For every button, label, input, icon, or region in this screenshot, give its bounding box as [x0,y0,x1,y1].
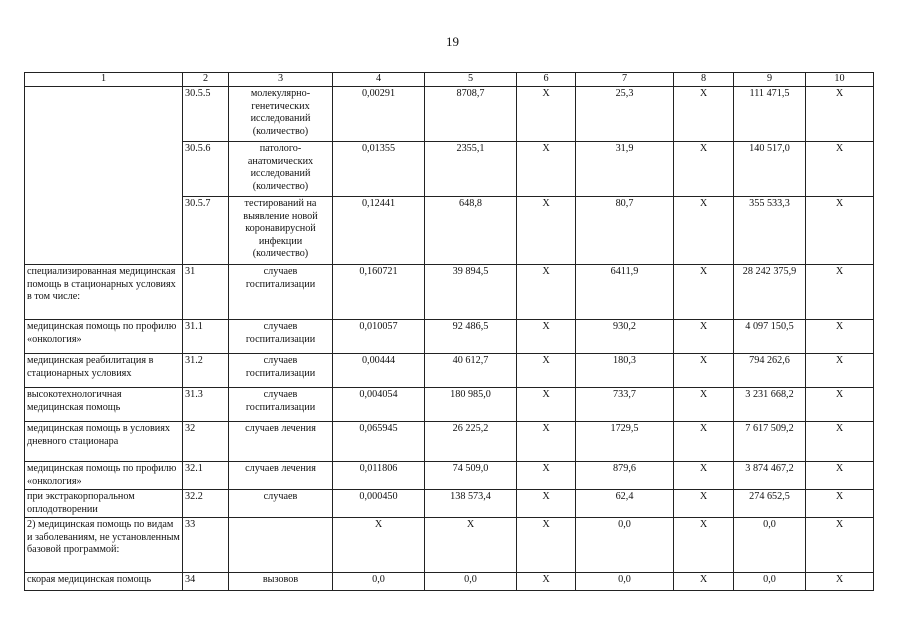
table-cell-col-4: 0,00291 [333,87,425,142]
column-header: 10 [806,73,874,87]
table-cell-col-5: 26 225,2 [425,422,517,462]
table-cell-col-2: 30.5.7 [183,197,229,265]
table-cell-col-3: случаев [229,490,333,518]
table-row [25,518,874,573]
table-cell-col-7: 930,2 [576,320,674,354]
table-cell-col-2: 32 [183,422,229,462]
table-cell-col-10: Х [806,197,874,265]
table-cell-col-1 [25,87,183,265]
table-cell-col-1: медицинская помощь по профилю «онкология» [25,320,183,354]
column-header: 8 [674,73,734,87]
table-cell-col-2: 31.2 [183,354,229,388]
table-cell-col-7: 879,6 [576,462,674,490]
table-cell-col-4: 0,010057 [333,320,425,354]
table-cell-col-10: Х [806,142,874,197]
table-cell-col-2: 34 [183,573,229,591]
table-cell-col-2: 32.1 [183,462,229,490]
table-cell-col-10: Х [806,518,874,573]
table-cell-col-6: Х [517,87,576,142]
table-cell-col-5: Х [425,518,517,573]
table-cell-col-7: 180,3 [576,354,674,388]
table-cell-col-3: тестирований на выявление новой коронавирусной инфекции (количество) [229,197,333,265]
table-cell-col-7: 25,3 [576,87,674,142]
table-cell-col-10: Х [806,265,874,320]
column-header: 7 [576,73,674,87]
table-cell-col-8: Х [674,142,734,197]
table-cell-col-6: Х [517,354,576,388]
column-header: 5 [425,73,517,87]
table-cell-col-3: случаев лечения [229,462,333,490]
table-cell-col-2: 31 [183,265,229,320]
table-cell-col-9: 7 617 509,2 [734,422,806,462]
table-cell-col-9: 3 874 467,2 [734,462,806,490]
table-cell-col-9: 794 262,6 [734,354,806,388]
table-cell-col-6: Х [517,518,576,573]
table-cell-col-1: 2) медицинская помощь по видам и заболеваниям, не установленным базовой программой: [25,518,183,573]
table-cell-col-8: Х [674,462,734,490]
table-cell-col-3: случаев госпитализации [229,354,333,388]
table-cell-col-2: 31.3 [183,388,229,422]
table-cell-col-7: 0,0 [576,518,674,573]
column-header: 6 [517,73,576,87]
table-cell-col-6: Х [517,388,576,422]
table-cell-col-9: 28 242 375,9 [734,265,806,320]
table-cell-col-4: 0,065945 [333,422,425,462]
table-row [25,490,874,518]
table-cell-col-3 [229,518,333,573]
table-cell-col-4: 0,160721 [333,265,425,320]
table-cell-col-6: Х [517,197,576,265]
table-cell-col-10: Х [806,388,874,422]
table-row [25,388,874,422]
table-cell-col-7: 0,0 [576,573,674,591]
table-cell-col-1: медицинская помощь в условиях дневного стационара [25,422,183,462]
table-cell-col-8: Х [674,265,734,320]
table-cell-col-7: 62,4 [576,490,674,518]
table-cell-col-3: молекулярно-генетических исследований (количество) [229,87,333,142]
table-cell-col-10: Х [806,354,874,388]
table-cell-col-4: 0,011806 [333,462,425,490]
table-cell-col-9: 4 097 150,5 [734,320,806,354]
table-cell-col-8: Х [674,422,734,462]
table-cell-col-9: 274 652,5 [734,490,806,518]
table-cell-col-8: Х [674,518,734,573]
table-cell-col-7: 80,7 [576,197,674,265]
table-cell-col-8: Х [674,197,734,265]
table-cell-col-5: 180 985,0 [425,388,517,422]
table-cell-col-3: случаев лечения [229,422,333,462]
table-cell-col-8: Х [674,388,734,422]
table-cell-col-8: Х [674,490,734,518]
table-cell-col-9: 0,0 [734,573,806,591]
table-cell-col-9: 111 471,5 [734,87,806,142]
table-cell-col-5: 648,8 [425,197,517,265]
table-cell-col-7: 6411,9 [576,265,674,320]
table-cell-col-10: Х [806,87,874,142]
table-cell-col-2: 30.5.5 [183,87,229,142]
table-cell-col-8: Х [674,87,734,142]
table-cell-col-10: Х [806,573,874,591]
table-cell-col-5: 0,0 [425,573,517,591]
table-cell-col-8: Х [674,573,734,591]
table-cell-col-2: 33 [183,518,229,573]
table-cell-col-6: Х [517,462,576,490]
table-cell-col-6: Х [517,265,576,320]
table-cell-col-3: случаев госпитализации [229,388,333,422]
table-cell-col-1: медицинская реабилитация в стационарных условиях [25,354,183,388]
table-cell-col-7: 31,9 [576,142,674,197]
table-cell-col-1: при экстракорпоральном оплодотворении [25,490,183,518]
table-cell-col-9: 3 231 668,2 [734,388,806,422]
table-cell-col-3: случаев госпитализации [229,320,333,354]
table-cell-col-1: медицинская помощь по профилю «онкология» [25,462,183,490]
column-header: 9 [734,73,806,87]
table-cell-col-6: Х [517,320,576,354]
table-cell-col-6: Х [517,573,576,591]
table-cell-col-5: 40 612,7 [425,354,517,388]
table-row [25,573,874,591]
table-cell-col-4: 0,0 [333,573,425,591]
table-row [25,462,874,490]
table-cell-col-5: 39 894,5 [425,265,517,320]
table-cell-col-10: Х [806,320,874,354]
table-cell-col-5: 138 573,4 [425,490,517,518]
table-cell-col-9: 0,0 [734,518,806,573]
table-row [25,354,874,388]
column-header: 3 [229,73,333,87]
table-cell-col-10: Х [806,490,874,518]
column-header: 4 [333,73,425,87]
table-cell-col-5: 2355,1 [425,142,517,197]
table-cell-col-1: высокотехнологичная медицинская помощь [25,388,183,422]
table-cell-col-1: специализированная медицинская помощь в стационарных условиях в том числе: [25,265,183,320]
table-cell-col-3: случаев госпитализации [229,265,333,320]
table-cell-col-5: 92 486,5 [425,320,517,354]
table-cell-col-10: Х [806,462,874,490]
table-cell-col-4: 0,12441 [333,197,425,265]
table-cell-col-6: Х [517,422,576,462]
table-cell-col-2: 31.1 [183,320,229,354]
table-cell-col-7: 1729,5 [576,422,674,462]
table-cell-col-3: вызовов [229,573,333,591]
table-cell-col-8: Х [674,354,734,388]
table-cell-col-5: 8708,7 [425,87,517,142]
table-cell-col-4: 0,00444 [333,354,425,388]
table-cell-col-4: 0,000450 [333,490,425,518]
table-cell-col-4: 0,01355 [333,142,425,197]
table-cell-col-6: Х [517,490,576,518]
financing-table [24,72,874,591]
table-row [25,87,874,142]
table-cell-col-5: 74 509,0 [425,462,517,490]
table-row [25,422,874,462]
table-cell-col-3: патолого-анатомических исследований (количество) [229,142,333,197]
table-row [25,320,874,354]
table-cell-col-7: 733,7 [576,388,674,422]
column-number-row [25,73,874,87]
table-cell-col-6: Х [517,142,576,197]
table-cell-col-8: Х [674,320,734,354]
table-cell-col-9: 140 517,0 [734,142,806,197]
table-cell-col-4: Х [333,518,425,573]
page-number: 19 [446,34,459,49]
table-cell-col-9: 355 533,3 [734,197,806,265]
column-header: 2 [183,73,229,87]
table-cell-col-1: скорая медицинская помощь [25,573,183,591]
table-cell-col-2: 32.2 [183,490,229,518]
table-cell-col-4: 0,004054 [333,388,425,422]
table-row [25,265,874,320]
column-header: 1 [25,73,183,87]
table-cell-col-2: 30.5.6 [183,142,229,197]
table-cell-col-10: Х [806,422,874,462]
